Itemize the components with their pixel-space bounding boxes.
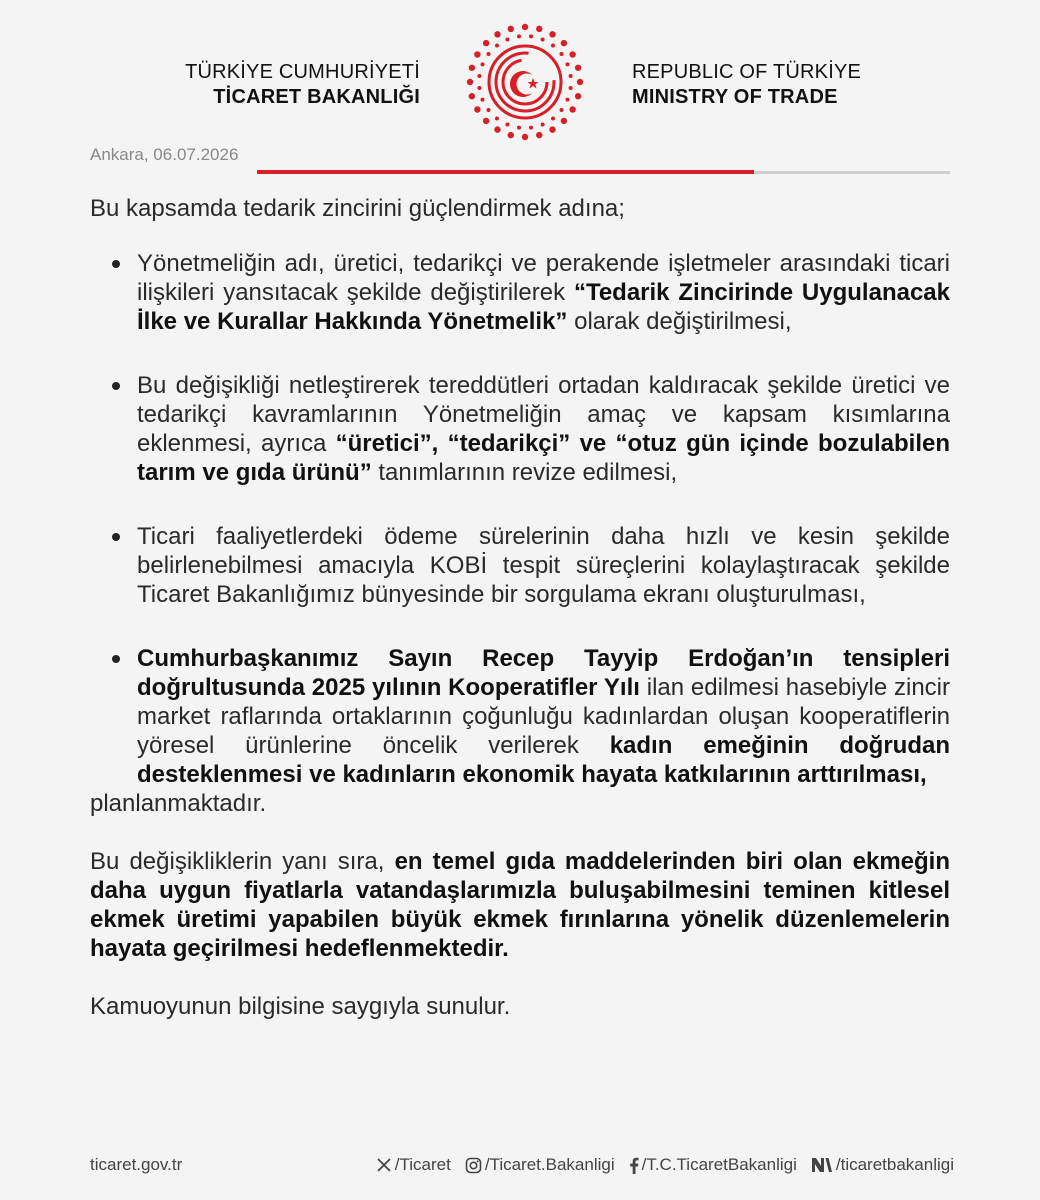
header-right-line1: REPUBLIC OF TÜRKİYE <box>632 61 862 83</box>
header-left <box>185 60 420 110</box>
instagram-link[interactable] <box>465 1155 615 1175</box>
ministry-emblem-icon <box>460 20 590 144</box>
letterhead <box>0 0 1040 150</box>
list-item-bold-text: “üretici”, “tedarikçi” ve “otuz gün içinde bozulabilen tarım ve gıda ürünü” <box>137 430 951 486</box>
list-item-cooperatives <box>90 644 950 789</box>
header-rule-red <box>257 170 754 174</box>
facebook-icon <box>629 1157 639 1174</box>
header-right <box>632 60 861 110</box>
list-item-text: olarak değiştirilmesi, <box>567 308 792 335</box>
intro-paragraph: Bu kapsamda tedarik zincirini güçlendirmek adına; <box>90 195 625 222</box>
facebook-handle: /T.C.TicaretBakanligi <box>641 1155 797 1174</box>
header-left-line1: TÜRKİYE CUMHURİYETİ <box>185 61 420 83</box>
closing-line: Kamuoyunun bilgisine saygıyla sunulur. <box>90 993 511 1020</box>
measures-list <box>90 249 950 789</box>
list-item-kobi-query <box>90 522 950 609</box>
website-link[interactable]: ticaret.gov.tr <box>90 1155 183 1174</box>
nsosyal-handle: /ticaretbakanligi <box>835 1155 954 1174</box>
x-handle: /Ticaret <box>394 1155 451 1174</box>
press-release-body <box>90 194 950 1021</box>
header-left-line2: TİCARET BAKANLIĞI <box>213 86 420 108</box>
instagram-handle: /Ticaret.Bakanligi <box>484 1155 615 1174</box>
instagram-icon <box>465 1157 482 1174</box>
document-date: Ankara, 06.07.2026 <box>90 145 239 164</box>
footer <box>90 1155 954 1179</box>
list-item-bold-text: Cumhurbaşkanımız Sayın Recep Tayyip Erdoğan’ın tensipleri doğrultusunda 2025 yılının Kooperatifler Yılı <box>137 645 950 701</box>
list-item-text: Yönetmeliğin adı, üretici, tedarikçi ve perakende işletmeler arasındaki ticari ilişkileri yansıtacak şekilde değiştirilerek <box>137 250 950 306</box>
list-item-text: tanımlarının revize edilmesi, <box>371 459 678 486</box>
list-item-bold-text: kadın emeğinin doğrudan desteklenmesi ve kadınların ekonomik hayata katkılarının arttırılması, <box>137 732 950 788</box>
bread-paragraph <box>90 847 950 963</box>
list-item-regulation-name <box>90 249 950 336</box>
header-right-line2: MINISTRY OF TRADE <box>632 86 838 108</box>
list-item-definitions <box>90 371 950 487</box>
facebook-link[interactable] <box>629 1155 797 1175</box>
list-item-text: Ticari faaliyetlerdeki ödeme sürelerinin daha hızlı ve kesin şekilde belirlenebilmesi amacıyla KOBİ tespit süreçlerini kolaylaştıracak şekilde Ticaret Bakanlığımız bünyesinde bir sorgulama ekranı oluşturulması, <box>137 523 950 608</box>
list-item-text: ilan edilmesi hasebiyle zincir market raflarında ortaklarının çoğunluğu kadınlardan oluşan kooperatiflerin yöresel ürünlerine öncelik verilerek <box>137 674 950 759</box>
list-item-text: Bu değişikliği netleştirerek tereddütleri ortadan kaldıracak şekilde üretici ve tedarikçi kavramlarının Yönetmeliğin amaç ve kapsam kısımlarına eklenmesi, ayrıca <box>137 372 950 457</box>
social-links <box>376 1155 954 1175</box>
paragraph-text: Bu değişikliklerin yanı sıra, <box>90 848 395 875</box>
planned-line: planlanmaktadır. <box>90 790 267 817</box>
nsosyal-icon <box>811 1157 833 1173</box>
x-link[interactable] <box>376 1155 451 1175</box>
list-item-bold-text: “Tedarik Zincirinde Uygulanacak İlke ve Kurallar Hakkında Yönetmelik” <box>137 279 950 335</box>
nsosyal-link[interactable] <box>811 1155 954 1175</box>
paragraph-bold-text: en temel gıda maddelerinden biri olan ekmeğin daha uygun fiyatlarla vatandaşlarımızla buluşabilmesini teminen kitlesel ekmek üretimi yapabilen büyük ekmek fırınlarına yönelik düzenlemelerin hayata geçirilmesi hedeflenmektedir. <box>90 848 951 962</box>
x-icon <box>376 1157 392 1173</box>
